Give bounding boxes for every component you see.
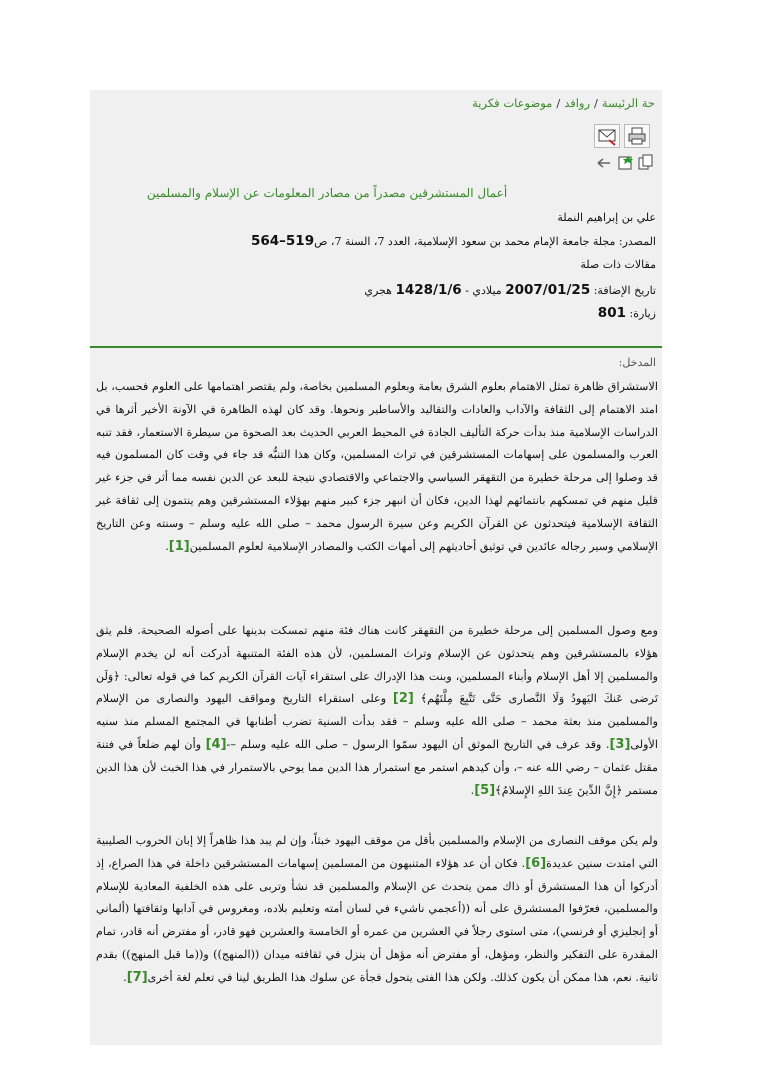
date-gregorian-unit: ميلادي - bbox=[465, 284, 502, 297]
footnote-link[interactable]: [3] bbox=[609, 736, 631, 752]
paragraph-text: الاستشراق ظاهرة تمثل الاهتمام بعلوم الشرق بعامة وبعلوم المسلمين بخاصة، ولم يقتصر اهتمامها على العلوم فحسب، بل امتد الاهتمام إلى الثقافة والآداب والعادات والتقاليد والأساطير ونحوها. وقد كان لهذه الظاهرة في الآونة الأخير أثرها في الدراسات الإسلامية منذ بدأت حركة التأليف الجادة في المحيط العربي الحديث بعد الصحوة من سيطرة الاستعمار، فقد تنبه العرب والمسلمون على إسهامات المستشرقين في تراث المسلمين، وكان هذا التنبُّه قد جاء في وقت كان المسلمون فيه قد وصلوا إلى مرحلة خطيرة من التقهقر السياسي والاجتماعي والاقتصادي نتيجة للبعد عن الدين نفسه مما أثر في جزء غير قليل منهم في تمسكهم بانتمائهم لهذا الدين، فكان أن انبهر جزء كبير منهم بهؤلاء المستشرقين وهم ينتمون إلى ثقافة غير الثقافة الإسلامية فيتحدثون عن القرآن الكريم وعن سيرة الرسول محمد – صلى الله عليه وسلم – وسنته وعن التاريخ الإسلامي وسير رجاله عائدين في توثيق أحاديثهم إلى أمهات الكتب والمصادر الإسلامية لعلوم المسلمين bbox=[96, 380, 658, 553]
footnote-link[interactable]: [5] bbox=[474, 782, 496, 798]
paragraph-text: . فكان أن عد هؤلاء المتنبهون من المسلمين إسهامات المستشرقين داخلة في هذا الصراع، إذ أدركوا أن هذا المستشرق أو ذاك ممن يتحدث عن الإسلام والمسلمين قد نشأ وتربى على هذه الخلفية المعادية للإسلام والمسلمين، فعرّفوا المستشرق على أنه ((أعجمي ناشيء في لسان أمته وتعليم بلاده، ومغروس في آدابها وثقافتها (ألماني أو إنجليزي أو فرنسي)، متى استوى رجلاً في العشرين من عمره أو الخامسة والعشرين فهو قادر، أو مفترض أنه قادر، تمام المقدرة على التفكير والنظر، ومؤهل، أو مفترض أنه مؤهل أن ينزل في ثقافته ميدان ((المنهج)) و((ما قبل المنهج)) بقدم ثانية. نعم، هذا ممكن أن يكون كذلك. ولكن هذا الفتى يتحول فجأة عن سلوك هذا الطريق لينا في تعلم لغة أخرى bbox=[96, 856, 658, 984]
visits-count: 801 bbox=[597, 305, 626, 321]
add-favorite-icon[interactable] bbox=[616, 152, 636, 176]
toolbar bbox=[594, 124, 658, 178]
footnote-link[interactable]: [1] bbox=[168, 538, 190, 554]
breadcrumb-home[interactable]: حة الرئيسة bbox=[601, 96, 655, 110]
related-articles-link[interactable]: مقالات ذات صلة bbox=[580, 258, 656, 271]
author: علي بن إبراهيم النملة bbox=[557, 211, 656, 224]
source-text: المصدر: مجلة جامعة الإمام محمد بن سعود الإسلامية، العدد 7، السنة 7، ص bbox=[314, 235, 656, 248]
source-pages: 519–564 bbox=[250, 233, 315, 249]
footnote-link[interactable]: [2] bbox=[392, 691, 414, 707]
breadcrumb-section[interactable]: روافد bbox=[564, 96, 591, 110]
copy-icon[interactable] bbox=[636, 152, 656, 176]
visits bbox=[96, 305, 656, 321]
date-gregorian: 2007/01/25 bbox=[505, 282, 591, 298]
source-line bbox=[96, 233, 656, 249]
paragraph-text: وأن لهم ضلعاً في فتنة مقتل عثمان – رضي الله عنه –، وأن كيدهم استمر مع استمرار هذا الدين مما يوحي بالاستمرار في هذا الخبث لأن هذا الدين مستمر ﴿إِنَّ الدِّينَ عِندَ اللهِ الإِسلامُ﴾ bbox=[96, 737, 658, 797]
paragraph-text: ولم يكن موقف النصارى من الإسلام والمسلمين بأقل من موقف اليهود خبثاً، وإن لم يبد هذا ظاهراً إلا إبان الحروب الصليبية التي امتدت سنين عديدة bbox=[96, 834, 659, 870]
date-hijri: 1428/1/6 bbox=[395, 282, 462, 298]
breadcrumb bbox=[90, 96, 655, 110]
paragraph-3: ولم يكن موقف النصارى من الإسلام والمسلمين بأقل من موقف اليهود خبثاً، وإن لم يبد هذا ظاهراً إلا إبان الحروب الصليبية التي امتدت سنين عديدة[6]. فكان أن عد هؤلاء المتنبهون من المسلمين إسهامات المستشرقين داخلة في هذا الصراع، إذ أدركوا أن هذا المستشرق أو ذاك ممن يتحدث عن الإسلام والمسلمين قد نشأ وتربى على هذه الخلفية المعادية للإسلام والمسلمين، فعرّفوا المستشرق على أنه ((أعجمي ناشيء في لسان أمته وتعليم بلاده، ومغروس في آدابها وثقافتها (ألماني أو إنجليزي أو فرنسي)، متى استوى رجلاً في العشرين من عمره أو الخامسة والعشرين فهو قادر، أو مفترض أنه قادر، تمام المقدرة على التفكير والنظر، ومؤهل، أو مفترض أنه مؤهل أن ينزل في ثقافته ميدان ((المنهج)) و((ما قبل المنهج)) بقدم ثانية. نعم، هذا ممكن أن يكون كذلك. ولكن هذا الفتى يتحول فجأة عن سلوك هذا الطريق لينا في تعلم لغة أخرى[7]. bbox=[96, 834, 659, 985]
breadcrumb-separator: / bbox=[556, 96, 561, 110]
breadcrumb-separator: / bbox=[594, 96, 598, 110]
paragraph-2: ومع وصول المسلمين إلى مرحلة خطيرة من التقهقر كانت هناك فئة منهم تمسكت بدينها على أصوله الصحيحة. فلم يثق هؤلاء بالمستشرقين وهم يتحدثون عن الإسلام وتراث المسلمين، لأن هذه الفئة المتنبهة أدركت أنه لن يخدم الإسلام والمسلمين إلا أهل الإسلام وأبناء المسلمين، وبنت هذا الإدراك على استقراء آيات القرآن الكريم كما في قوله تعالى: ﴿وَلَن تَرضى عَنكَ اليَهودُ وَلَا النَّصارى حَتَّى تَتَّبِعَ مِلَّتَهُم﴾ [2] وعلى استقراء التاريخ ومواقف اليهود والنصارى من الإسلام والمسلمين منذ بعثة محمد – صلى الله عليه وسلم – فقد بدأت السنية تضرب أطنابها في المجتمع المسلم منذ سنيه الأولى[3]. وقد عرف في التاريخ الموثق أن اليهود سمّوا الرسول – صلى الله عليه وسلم –-[4] وأن لهم ضلعاً في فتنة مقتل عثمان – رضي الله عنه –، وأن كيدهم استمر مع استمرار هذا الدين مما يوحي بالاستمرار في هذا الخبث لأن هذا الدين مستمر ﴿إِنَّ الدِّينَ عِندَ اللهِ الإِسلامُ﴾[5]. bbox=[96, 624, 659, 798]
article-title: أعمال المستشرقين مصدراً من مصادر المعلومات عن الإسلام والمسلمين bbox=[146, 186, 508, 200]
back-icon[interactable] bbox=[594, 152, 614, 176]
divider bbox=[90, 346, 662, 348]
date-added bbox=[96, 282, 656, 298]
visits-label: زيارة: bbox=[629, 307, 656, 320]
article-panel bbox=[90, 90, 662, 1045]
paragraph-text: وعلى استقراء التاريخ ومواقف اليهود والنصارى من الإسلام والمسلمين منذ بعثة محمد – صلى الله عليه وسلم – فقد بدأت السنية تضرب أطنابها في المجتمع المسلم منذ سنيه الأولى bbox=[96, 692, 659, 751]
paragraph-1: الاستشراق ظاهرة تمثل الاهتمام بعلوم الشرق بعامة وبعلوم المسلمين بخاصة، ولم يقتصر اهتمامها على العلوم فحسب، بل امتد الاهتمام إلى الثقافة والآداب والعادات والتقاليد والأساطير ونحوها. وقد كان لهذه الظاهرة في الآونة الأخير أثرها في الدراسات الإسلامية منذ بدأت حركة التأليف الجادة في المحيط العربي الحديث بعد الصحوة من سيطرة الاستعمار، فقد تنبه العرب والمسلمون على إسهامات المستشرقين في تراث المسلمين، وكان هذا التنبُّه قد جاء في وقت كان المسلمون فيه قد وصلوا إلى مرحلة خطيرة من التقهقر السياسي والاجتماعي والاقتصادي نتيجة للبعد عن الدين نفسه مما أثر في جزء غير قليل منهم في تمسكهم بانتمائهم لهذا الدين، فكان أن انبهر جزء كبير منهم بهؤلاء المستشرقين وهم ينتمون إلى ثقافة غير الثقافة الإسلامية فيتحدثون عن القرآن الكريم وعن سيرة الرسول محمد – صلى الله عليه وسلم – وسنته وعن التاريخ الإسلامي وسير رجاله عائدين في توثيق أحاديثهم إلى أمهات الكتب والمصادر الإسلامية لعلوم المسلمين[1]. bbox=[96, 380, 658, 554]
print-icon[interactable] bbox=[624, 124, 650, 148]
footnote-link[interactable]: [7] bbox=[126, 969, 148, 985]
intro-heading: المدخل: bbox=[618, 356, 656, 369]
paragraph-text: ومع وصول المسلمين إلى مرحلة خطيرة من التقهقر كانت هناك فئة منهم تمسكت بدينها على أصوله الصحيحة. فلم يثق هؤلاء بالمستشرقين وهم يتحدثون عن الإسلام وتراث المسلمين، لأن هذه الفئة المتنبهة أدركت أنه لن يخدم الإسلام والمسلمين إلا أهل الإسلام وأبناء المسلمين، وبنت هذا الإدراك على استقراء آيات القرآن الكريم كما في قوله تعالى: ﴿وَلَن تَرضى عَنكَ اليَهودُ وَلَا النَّصارى حَتَّى تَتَّبِعَ مِلَّتَهُم﴾ bbox=[96, 624, 658, 706]
date-added-label: تاريخ الإضافة: bbox=[593, 284, 656, 297]
date-hijri-unit: هجري bbox=[364, 284, 392, 297]
footnote-link[interactable]: [4] bbox=[205, 736, 227, 752]
breadcrumb-category[interactable]: موضوعات فكرية bbox=[472, 96, 553, 110]
paragraph-text: . وقد عرف في التاريخ الموثق أن اليهود سمّوا الرسول – صلى الله عليه وسلم – bbox=[230, 737, 610, 751]
email-icon[interactable] bbox=[594, 124, 620, 148]
footnote-link[interactable]: [6] bbox=[525, 855, 547, 871]
